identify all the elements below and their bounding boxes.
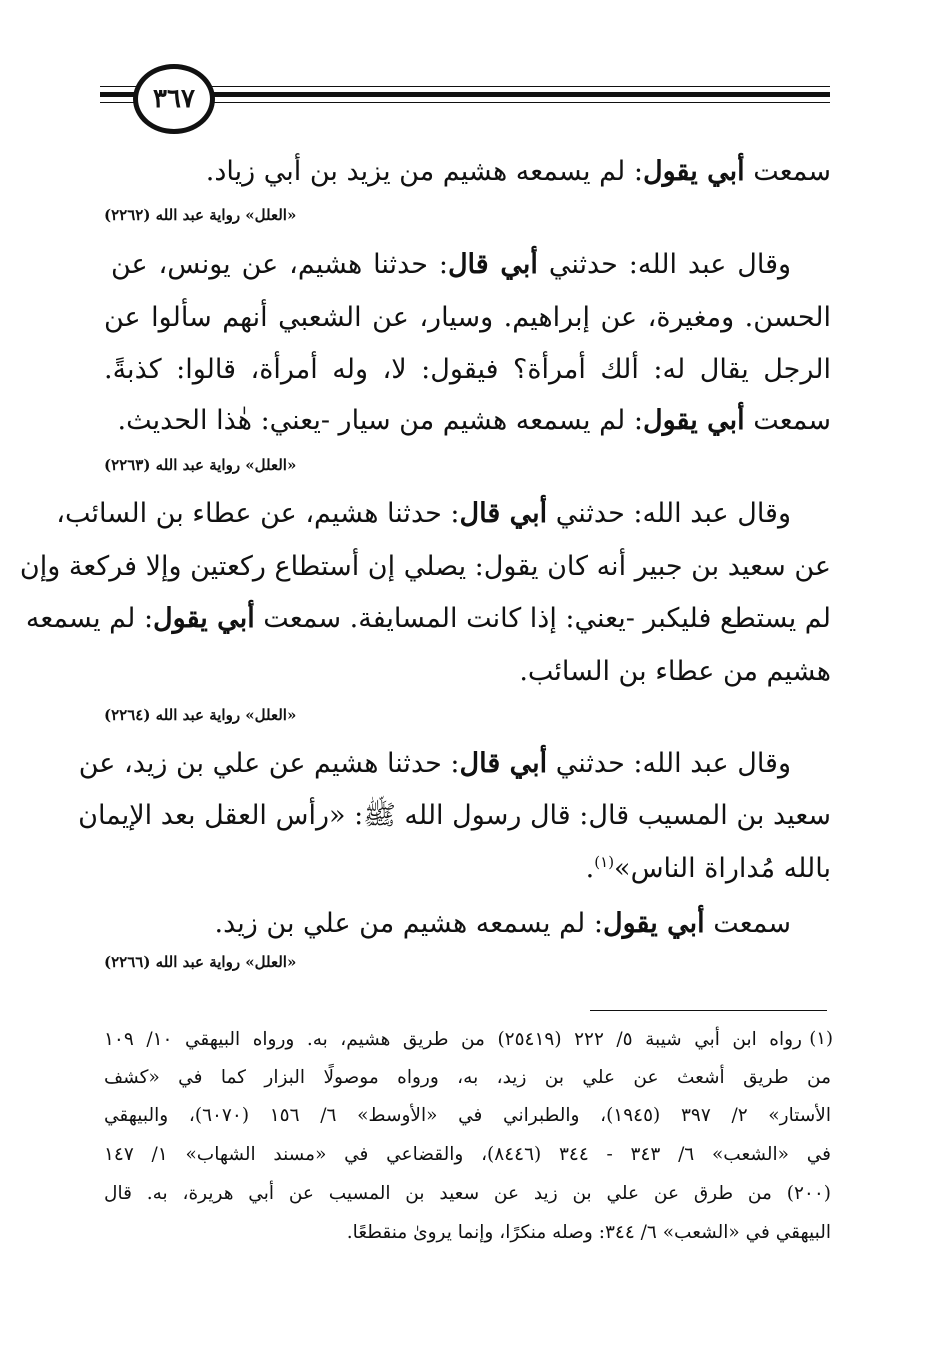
footnote-line-4: في «الشعب» ٦/ ٣٤٣ - ٣٤٤ (٨٤٤٦)، والقضاعي في «مسند الشهاب» ١/ ١٤٧ xyxy=(104,1144,831,1165)
entry-2-line-4: سمعت أبي يقول: لم يسمعه هشيم من سيار -يعني: هٰذا الحديث. xyxy=(117,405,831,436)
entry-1-line-1: سمعت أبي يقول: لم يسمعه هشيم من يزيد بن أبي زياد. xyxy=(205,156,831,187)
footnote-line-6: البيهقي في «الشعب» ٦/ ٣٤٤: وصله منكرًا، وإنما يروىٰ منقطعًا. xyxy=(346,1222,831,1243)
entry-2-line-2: الحسن. ومغيرة، عن إبراهيم. وسيار، عن الشعبي أنهم سألوا عن xyxy=(104,302,831,333)
entry-5-reference: «العلل» رواية عبد الله (٢٢٦٦) xyxy=(104,953,297,971)
footnote-number: (١) xyxy=(809,1028,833,1049)
footnote-line-2: من طريق أشعث عن علي بن زيد، به، ورواه موصولًا البزار كما في «كشف xyxy=(104,1067,831,1088)
footnote-separator xyxy=(590,1010,827,1011)
footnote-line-1: رواه ابن أبي شيبة ٥/ ٢٢٢ (٢٥٤١٩) من طريق هشيم، به. ورواه البيهقي ١٠/ ١٠٩ xyxy=(104,1029,802,1050)
entry-3-line-2: عن سعيد بن جبير أنه كان يقول: يصلي إن أستطاع ركعتين وإلا فركعة وإن xyxy=(19,551,831,582)
entry-3-line-1: وقال عبد الله: حدثني أبي قال: حدثنا هشيم، عن عطاء بن السائب، xyxy=(56,498,791,529)
entry-2-line-1: وقال عبد الله: حدثني أبي قال: حدثنا هشيم، عن يونس، عن xyxy=(111,249,792,280)
entry-3-line-4: هشيم من عطاء بن السائب. xyxy=(519,656,831,687)
entry-3-line-3: لم يستطع فليكبر -يعني: إذا كانت المسايفة. سمعت أبي يقول: لم يسمعه xyxy=(25,603,831,634)
entry-4-line-1: وقال عبد الله: حدثني أبي قال: حدثنا هشيم عن علي بن زيد، عن xyxy=(78,748,791,779)
entry-1-reference: «العلل» رواية عبد الله (٢٢٦٢) xyxy=(104,206,297,224)
page-number: ٣٦٧ xyxy=(133,64,215,134)
footnote-marker[interactable]: (١) xyxy=(594,853,615,871)
entry-2-line-3: الرجل يقال له: ألك أمرأة؟ فيقول: لا، وله أمرأة، قالوا: كذبةً. xyxy=(104,354,831,385)
entry-3-reference: «العلل» رواية عبد الله (٢٢٦٤) xyxy=(104,706,297,724)
footnote-line-3: الأستار» ٢/ ٣٩٧ (١٩٤٥)، والطبراني في «الأوسط» ٦/ ١٥٦ (٦٠٧٠)، والبيهقي xyxy=(104,1105,831,1126)
entry-4-line-3: بالله مُداراة الناس»$^{(١)}$. xyxy=(585,853,831,884)
footnote-line-5: (٢٠٠) من طرق عن علي بن زيد عن سعيد بن المسيب عن أبي هريرة، به. قال xyxy=(104,1183,831,1204)
entry-4-line-2: سعيد بن المسيب قال: قال رسول الله ﷺ: «رأس العقل بعد الإيمان xyxy=(78,800,831,831)
entry-5-line-1: سمعت أبي يقول: لم يسمعه هشيم من علي بن زيد. xyxy=(214,908,791,939)
entry-2-reference: «العلل» رواية عبد الله (٢٢٦٣) xyxy=(104,456,297,474)
